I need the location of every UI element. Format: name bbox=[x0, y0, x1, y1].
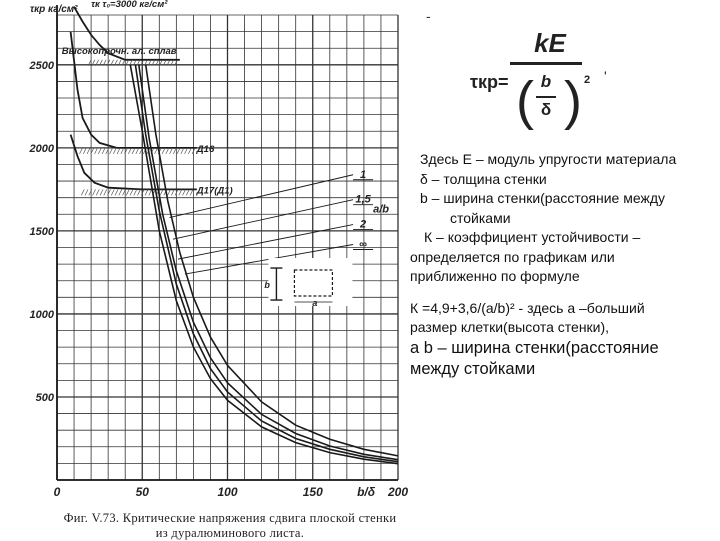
y-tick-label: 1500 bbox=[29, 225, 54, 238]
x-tick-label: 100 bbox=[217, 485, 238, 499]
hatch-mark bbox=[81, 189, 84, 195]
legend-label: 1 bbox=[360, 168, 367, 181]
hatch-mark bbox=[113, 148, 116, 154]
legend-leader bbox=[173, 200, 353, 240]
legend-label: 1,5 bbox=[355, 193, 371, 206]
tau-critical-formula bbox=[470, 28, 630, 140]
formula-right-paren: ) bbox=[564, 71, 582, 131]
y-tick-label: 2000 bbox=[29, 142, 54, 155]
hatch-mark bbox=[111, 189, 114, 195]
formula-lhs: τкр= bbox=[470, 72, 509, 92]
hatch-mark bbox=[98, 148, 101, 154]
formula-inner-numerator: b bbox=[540, 72, 552, 91]
reference-curve-label: Высокопрочн. ал. сплав bbox=[61, 45, 177, 57]
formula-exponent: 2 bbox=[584, 74, 591, 86]
formula-tail: ' bbox=[604, 68, 607, 84]
explain-k-formula: К =4,9+3,6/(а/b)² - здесь а –больший bbox=[410, 299, 645, 316]
y-tick-label: 1000 bbox=[29, 308, 54, 321]
hatch-mark bbox=[134, 189, 137, 195]
formula-fraction-bar bbox=[510, 62, 582, 65]
explain-gap bbox=[410, 287, 718, 299]
legend-ab-label: a/b bbox=[373, 203, 390, 216]
legend-leader bbox=[178, 225, 353, 260]
explain-line-7: приближенно по формуле bbox=[410, 268, 580, 284]
caption-line-2: из дуралюминового листа. bbox=[155, 526, 305, 540]
formula-numerator: kE bbox=[534, 28, 566, 58]
formula-inner-bar bbox=[536, 96, 556, 98]
hatch-mark bbox=[102, 148, 105, 154]
explain-line-3: b – ширина стенки(расстояние между bbox=[420, 190, 666, 206]
y-tick-label: 2500 bbox=[29, 59, 54, 72]
formula-inner-denominator: δ bbox=[540, 100, 552, 119]
hatch-mark bbox=[85, 189, 88, 195]
inset-background bbox=[268, 258, 352, 309]
hatch-mark bbox=[138, 189, 141, 195]
hatch-mark bbox=[130, 189, 133, 195]
x-tick-label: 50 bbox=[135, 485, 149, 499]
explanation-text bbox=[410, 150, 718, 380]
series-line bbox=[139, 65, 398, 460]
explain-line-10: а b – ширина стенки(расстояние bbox=[410, 338, 659, 357]
x-tick-label: 150 bbox=[302, 485, 323, 499]
hatch-mark bbox=[110, 148, 113, 154]
hatch-mark bbox=[115, 189, 118, 195]
y-tick-label: 500 bbox=[35, 391, 54, 404]
x-axis-label: b/δ bbox=[357, 485, 376, 499]
tau0-annotation: τк τ₀=3000 кг/см² bbox=[91, 0, 168, 10]
hatch-mark bbox=[87, 148, 90, 154]
formula-left-paren: ( bbox=[516, 71, 534, 131]
hatch-mark bbox=[93, 189, 96, 195]
reference-curve-label: Д16 bbox=[196, 143, 215, 155]
legend-label: 2 bbox=[360, 218, 367, 231]
inset-label-b: b bbox=[264, 280, 270, 291]
stray-mark: - bbox=[426, 8, 431, 24]
figure-caption bbox=[30, 511, 430, 541]
hatch-mark bbox=[119, 189, 122, 195]
hatch-mark bbox=[126, 189, 129, 195]
y-axis-label: τкр кг/см² bbox=[30, 4, 78, 15]
hatch-mark bbox=[95, 148, 98, 154]
hatch-mark bbox=[83, 148, 86, 154]
explain-line-6: определяется по графикам или bbox=[410, 248, 615, 265]
x-tick-label: 200 bbox=[387, 485, 409, 499]
hatch-mark bbox=[96, 189, 99, 195]
hatch-mark bbox=[104, 189, 107, 195]
hatch-mark bbox=[100, 189, 103, 195]
explain-line-11: между стойками bbox=[410, 359, 536, 378]
reference-curve-label: Д17(Д1) bbox=[196, 185, 233, 197]
explain-line-9: размер клетки(высота стенки), bbox=[410, 319, 610, 335]
legend-label: ∞ bbox=[359, 238, 368, 251]
caption-line-1: Фиг. V.73. Критические напряжения сдвига плоской стенки bbox=[63, 511, 397, 525]
explain-line-4: стойками bbox=[450, 209, 511, 226]
explain-line-1: Здесь E – модуль упругости материала bbox=[420, 151, 677, 167]
explain-line-2: δ – толщина стенки bbox=[420, 170, 547, 187]
x-tick-label: 0 bbox=[53, 485, 61, 499]
explain-line-5: К – коэффициент устойчивости – bbox=[424, 229, 641, 245]
inset-label-a: a bbox=[312, 298, 318, 309]
hatch-mark bbox=[80, 148, 83, 154]
